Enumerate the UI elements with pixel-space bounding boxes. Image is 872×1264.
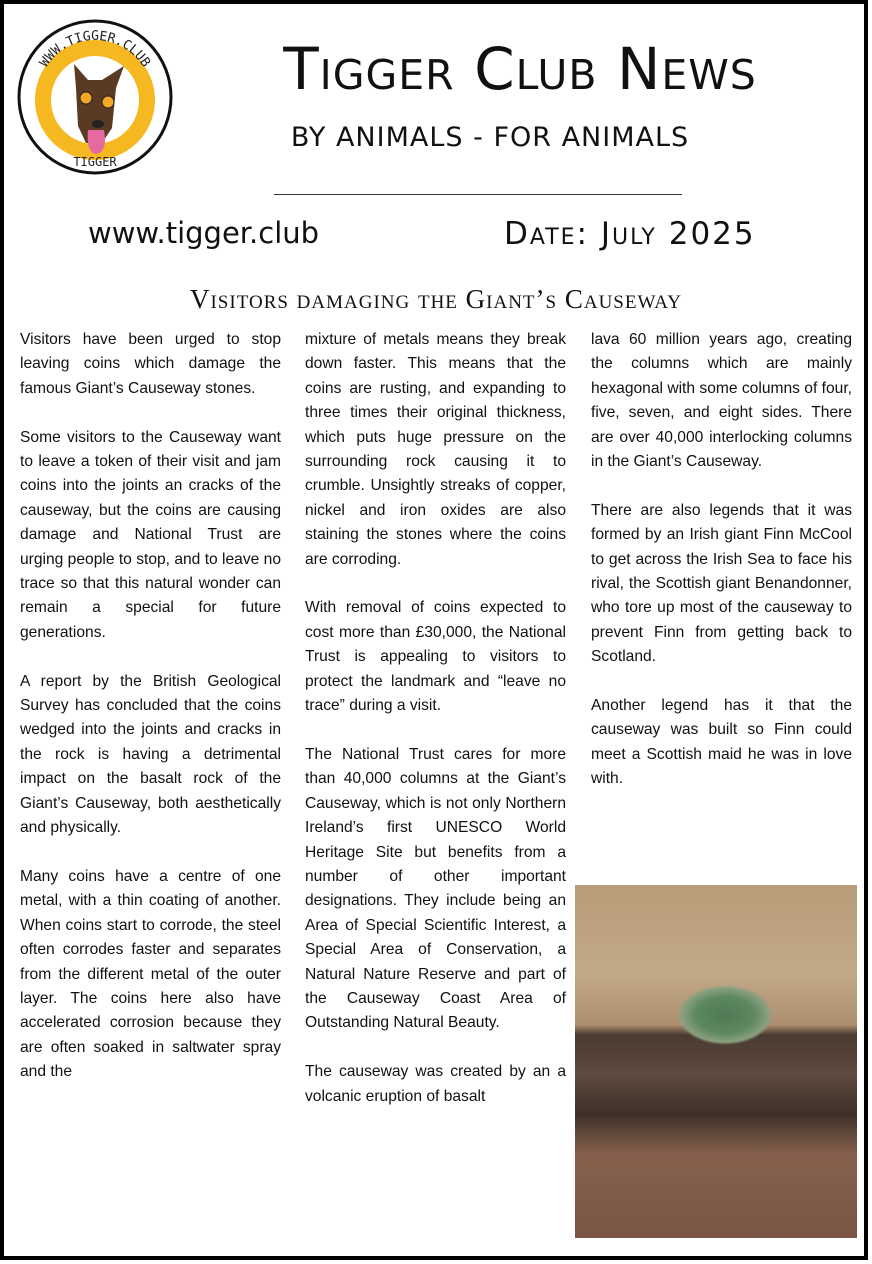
paragraph: Visitors have been urged to stop leaving coins which damage the famous Giant’s Causeway stones. <box>20 331 281 397</box>
article-column-1 <box>20 328 281 1109</box>
paragraph: The National Trust cares for more than 40,000 columns at the Giant’s Causeway, which is not only Northern Ireland’s first UNESCO World Heritage Site but benefits from a number of other important designations. They include being an Area of Special Scientific Interest, a Special Area of Conservation, a Natural Nature Reserve and part of the Causeway Coast Area of Outstanding Natural Beauty. <box>305 745 566 1032</box>
article-headline: Visitors damaging the Giant’s Causeway <box>189 284 682 314</box>
article-column-3 <box>591 328 852 816</box>
paragraph: There are also legends that it was formed by an Irish giant Finn McCool to get across the Irish Sea to face his rival, the Scottish giant Benandonner, who tore up most of the causeway to prevent Finn from getting back to Scotland. <box>591 501 852 666</box>
newsletter-title: Tigger Club News <box>283 35 757 103</box>
paragraph: lava 60 million years ago, creating the columns which are mainly hexagonal with some columns of four, five, seven, and eight sides. There are over 40,000 interlocking columns in the Giant’s Causeway. <box>591 331 852 471</box>
article-column-2 <box>305 328 566 1133</box>
paragraph: With removal of coins expected to cost more than £30,000, the National Trust is appealing to visitors to protect the landmark and “leave no trace” during a visit. <box>305 599 566 715</box>
tigger-club-logo <box>16 18 174 176</box>
website-link[interactable]: www.tigger.club <box>88 216 320 250</box>
paragraph: mixture of metals means they break down faster. This means that the coins are rusting, and expanding to three times their original thickness, which puts huge pressure on the surrounding rock causing it to crumble. Unsightly streaks of copper, nickel and iron oxides are also staining the stones where the coins are corroding. <box>305 331 566 568</box>
newsletter-subtitle: BY ANIMALS - FOR ANIMALS <box>290 122 690 153</box>
divider <box>274 194 682 195</box>
paragraph: Another legend has it that the causeway was built so Finn could meet a Scottish maid he was in love with. <box>591 697 852 788</box>
corroded-coin-photo <box>575 885 857 1238</box>
svg-text:WWW.TIGGER.CLUB: WWW.TIGGER.CLUB <box>36 29 154 70</box>
svg-text:TIGGER: TIGGER <box>73 155 117 169</box>
paragraph: A report by the British Geological Survey has concluded that the coins wedged into the joints and cracks in the rock is having a detrimental impact on the basalt rock of the Giant’s Causeway, both aesthetically and physically. <box>20 672 281 837</box>
paragraph: Some visitors to the Causeway want to leave a token of their visit and jam coins into the joints an cracks of the causeway, but the coins are causing damage and National Trust are urging people to stop, and to leave no trace so that this natural wonder can remain a special for future generations. <box>20 428 281 641</box>
paragraph: The causeway was created by an a volcanic eruption of basalt <box>305 1063 566 1105</box>
paragraph: Many coins have a centre of one metal, with a thin coating of another. When coins start to corrode, the steel often corrodes faster and separates from the different metal of the outer layer. The coins here also have accelerated corrosion because they are often soaked in saltwater spray and the <box>20 867 281 1081</box>
issue-date: Date: July 2025 <box>504 216 756 252</box>
